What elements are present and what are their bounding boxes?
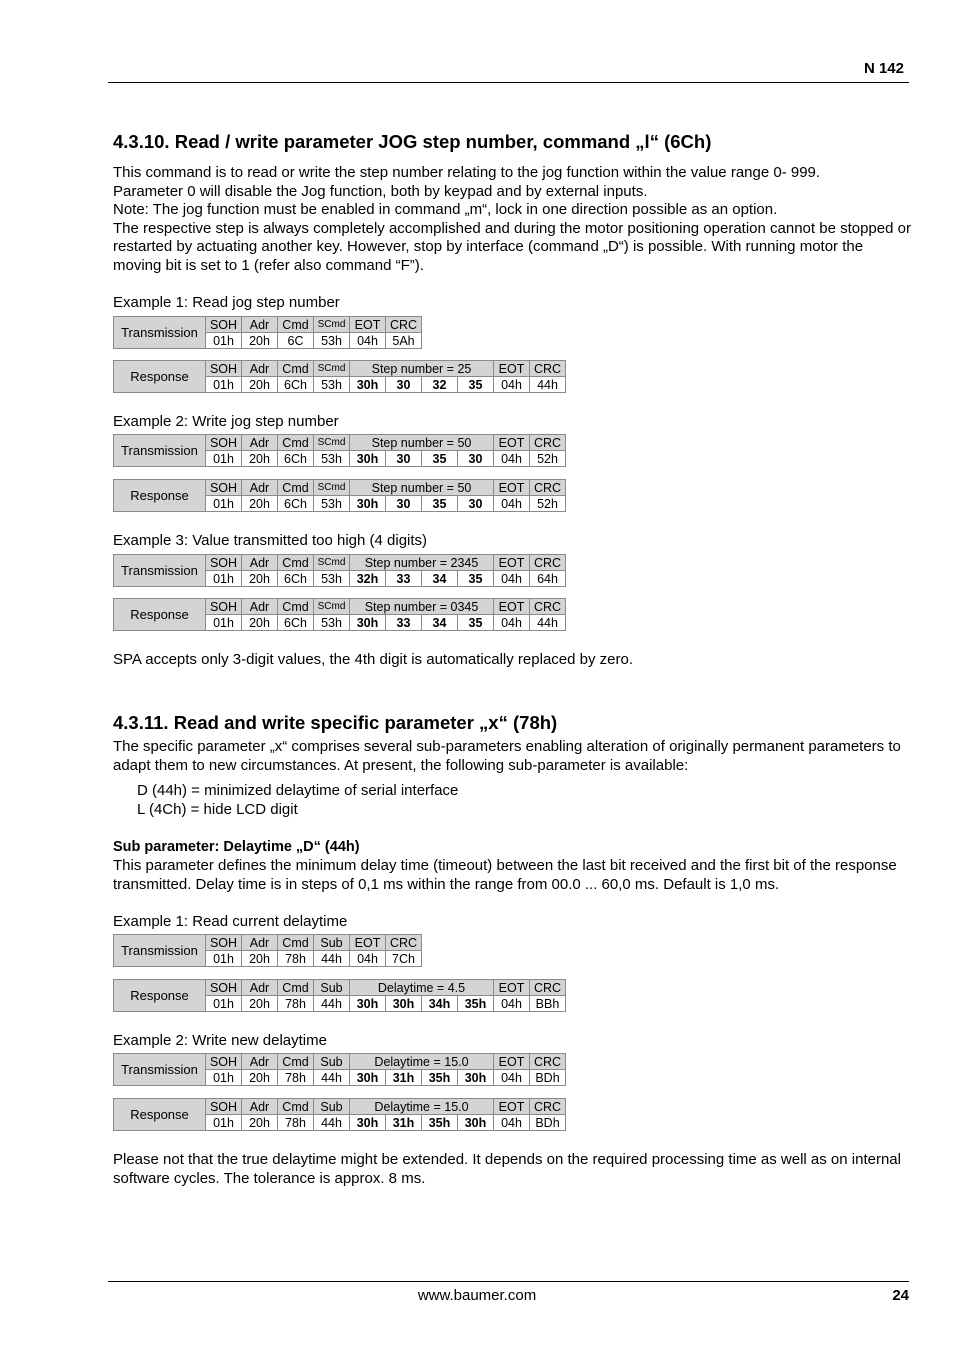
digit-cell: 35 <box>458 377 494 393</box>
value-cell: 20h <box>242 333 278 349</box>
digit-cell: 35h <box>422 1070 458 1086</box>
digit-cell: 30h <box>386 996 422 1012</box>
header-cell: CRC <box>386 317 422 333</box>
digit-cell: 30h <box>458 1115 494 1131</box>
paragraph: The respective step is always completely accomplished and during the motor positioning operation cannot be stopped or restarted by actuating another key. However, stop by interface (command „D“) is possible. With running motor the moving bit is set to 1 (refer also command “F”). <box>113 219 911 274</box>
footer-rule <box>108 1281 909 1282</box>
value-cell: 44h <box>314 951 350 967</box>
header-cell: Cmd <box>278 361 314 377</box>
response-frame <box>113 479 566 512</box>
header-cell: SCmd <box>314 480 350 496</box>
header-cell: Adr <box>242 1054 278 1070</box>
value-cell: 20h <box>242 496 278 512</box>
value-cell: 5Ah <box>386 333 422 349</box>
digit-cell: 30h <box>458 1070 494 1086</box>
header-cell: SCmd <box>314 555 350 571</box>
digit-cell: 32 <box>422 377 458 393</box>
value-cell: 01h <box>206 1115 242 1131</box>
transmission-frame <box>113 434 566 467</box>
header-cell: Adr <box>242 1099 278 1115</box>
value-cell: 53h <box>314 333 350 349</box>
digit-cell: 30 <box>458 496 494 512</box>
paragraph: Note: The jog function must be enabled in command „m“, lock in one direction possible as an option. <box>113 201 778 218</box>
value-cell: 78h <box>278 996 314 1012</box>
transmission-frame <box>113 554 566 587</box>
header-cell: CRC <box>530 480 566 496</box>
header-cell: EOT <box>494 599 530 615</box>
section-title-4-3-11: 4.3.11. Read and write specific parameter „x“ (78h) <box>113 712 558 733</box>
header-cell: CRC <box>530 1099 566 1115</box>
response-frame <box>113 979 566 1012</box>
digit-cell: 35 <box>458 615 494 631</box>
header-cell: Cmd <box>278 435 314 451</box>
transmission-frame <box>113 934 422 967</box>
value-cell: BBh <box>530 996 566 1012</box>
value-cell: 53h <box>314 451 350 467</box>
value-cell: 6Ch <box>278 377 314 393</box>
header-cell: Cmd <box>278 555 314 571</box>
header-cell: CRC <box>530 555 566 571</box>
header-cell: SOH <box>206 435 242 451</box>
header-cell: Sub <box>314 935 350 951</box>
transmission-frame <box>113 316 422 349</box>
paragraph: This command is to read or write the step number relating to the jog function within the value range 0- 999. <box>113 164 821 181</box>
value-caption: Delaytime = 4.5 <box>350 980 494 996</box>
digit-cell: 30 <box>386 496 422 512</box>
value-cell: 01h <box>206 996 242 1012</box>
row-label: Transmission <box>114 935 206 967</box>
value-cell: 04h <box>494 496 530 512</box>
header-cell: SCmd <box>314 435 350 451</box>
header-cell: Adr <box>242 935 278 951</box>
value-cell: 20h <box>242 571 278 587</box>
header-cell: CRC <box>530 1054 566 1070</box>
header-cell: SOH <box>206 980 242 996</box>
header-cell: SCmd <box>314 317 350 333</box>
value-cell: 20h <box>242 1070 278 1086</box>
value-cell: 44h <box>314 1115 350 1131</box>
header-cell: Sub <box>314 1099 350 1115</box>
value-cell: 20h <box>242 377 278 393</box>
transmission-frame <box>113 1053 566 1086</box>
value-cell: 04h <box>350 951 386 967</box>
value-cell: 04h <box>494 571 530 587</box>
value-cell: 04h <box>494 451 530 467</box>
header-cell: Adr <box>242 317 278 333</box>
digit-cell: 30h <box>350 1070 386 1086</box>
value-caption: Step number = 2345 <box>350 555 494 571</box>
header-cell: CRC <box>530 980 566 996</box>
digit-cell: 31h <box>386 1115 422 1131</box>
header-rule <box>108 82 909 83</box>
digit-cell: 35 <box>422 496 458 512</box>
digit-cell: 34 <box>422 571 458 587</box>
header-cell: Adr <box>242 555 278 571</box>
value-cell: 01h <box>206 1070 242 1086</box>
header-cell: SOH <box>206 555 242 571</box>
value-cell: 20h <box>242 615 278 631</box>
digit-cell: 30h <box>350 451 386 467</box>
value-caption: Step number = 50 <box>350 435 494 451</box>
header-cell: Sub <box>314 1054 350 1070</box>
value-caption: Delaytime = 15.0 <box>350 1099 494 1115</box>
value-cell: 78h <box>278 1070 314 1086</box>
digit-cell: 35 <box>458 571 494 587</box>
digit-cell: 30h <box>350 496 386 512</box>
header-cell: EOT <box>350 935 386 951</box>
value-cell: 04h <box>494 615 530 631</box>
value-cell: 01h <box>206 377 242 393</box>
header-cell: Adr <box>242 361 278 377</box>
paragraph: Parameter 0 will disable the Jog function, both by keypad and by external inputs. <box>113 182 648 200</box>
digit-cell: 30h <box>350 1115 386 1131</box>
value-cell: 53h <box>314 496 350 512</box>
value-caption: Step number = 0345 <box>350 599 494 615</box>
header-cell: SOH <box>206 1054 242 1070</box>
row-label: Transmission <box>114 435 206 467</box>
value-cell: 20h <box>242 951 278 967</box>
digit-cell: 33 <box>386 615 422 631</box>
value-caption: Step number = 25 <box>350 361 494 377</box>
value-cell: 53h <box>314 377 350 393</box>
value-cell: BDh <box>530 1070 566 1086</box>
header-cell: Cmd <box>278 599 314 615</box>
row-label: Transmission <box>114 1054 206 1086</box>
header-cell: EOT <box>494 980 530 996</box>
value-cell: 6Ch <box>278 571 314 587</box>
digit-cell: 30 <box>386 451 422 467</box>
row-label: Response <box>114 361 206 393</box>
example-caption: Example 2: Write new delaytime <box>113 1032 327 1049</box>
header-cell: Adr <box>242 980 278 996</box>
value-cell: 52h <box>530 496 566 512</box>
value-cell: BDh <box>530 1115 566 1131</box>
digit-cell: 30h <box>350 615 386 631</box>
value-cell: 64h <box>530 571 566 587</box>
value-caption: Step number = 50 <box>350 480 494 496</box>
value-cell: 01h <box>206 451 242 467</box>
document-code: N 142 <box>863 60 904 77</box>
header-cell: Adr <box>242 435 278 451</box>
value-cell: 78h <box>278 1115 314 1131</box>
value-cell: 53h <box>314 571 350 587</box>
header-cell: SCmd <box>314 361 350 377</box>
row-label: Response <box>114 980 206 1012</box>
subparameter-text: This parameter defines the minimum delay time (timeout) between the last bit received and the first bit of the response transmitted. Delay time is in steps of 0,1 ms within the range from 00.0 ... 60,0 ms. Default is 1,0 ms. <box>113 857 897 893</box>
header-cell: SCmd <box>314 599 350 615</box>
value-cell: 04h <box>494 996 530 1012</box>
header-cell: CRC <box>530 361 566 377</box>
header-cell: Cmd <box>278 1054 314 1070</box>
response-frame <box>113 1098 566 1131</box>
header-cell: Cmd <box>278 317 314 333</box>
value-cell: 53h <box>314 615 350 631</box>
value-cell: 78h <box>278 951 314 967</box>
header-cell: SOH <box>206 361 242 377</box>
subheading: Sub parameter: Delaytime „D“ (44h) <box>113 839 360 855</box>
digit-cell: 32h <box>350 571 386 587</box>
row-label: Transmission <box>114 317 206 349</box>
value-cell: 44h <box>530 377 566 393</box>
header-cell: Cmd <box>278 1099 314 1115</box>
response-frame <box>113 598 566 631</box>
value-cell: 01h <box>206 333 242 349</box>
response-frame <box>113 360 566 393</box>
header-cell: Cmd <box>278 480 314 496</box>
header-cell: SOH <box>206 480 242 496</box>
example-caption: Example 1: Read current delaytime <box>113 913 348 930</box>
header-cell: Adr <box>242 599 278 615</box>
value-cell: 44h <box>530 615 566 631</box>
value-cell: 7Ch <box>386 951 422 967</box>
digit-cell: 35 <box>422 451 458 467</box>
digit-cell: 30h <box>350 377 386 393</box>
digit-cell: 35h <box>422 1115 458 1131</box>
row-label: Response <box>114 480 206 512</box>
header-cell: EOT <box>494 480 530 496</box>
digit-cell: 30 <box>386 377 422 393</box>
value-cell: 04h <box>350 333 386 349</box>
value-cell: 01h <box>206 951 242 967</box>
header-cell: EOT <box>494 435 530 451</box>
header-cell: Cmd <box>278 935 314 951</box>
example-caption: Example 3: Value transmitted too high (4 digits) <box>113 532 428 549</box>
digit-cell: 30h <box>350 996 386 1012</box>
section-4-3-11-intro: The specific parameter „x“ comprises several sub-parameters enabling alteration of originally permanent parameters to adapt them to new circumstances. At present, the following sub-parameter is available: <box>113 738 901 774</box>
example-caption: Example 1: Read jog step number <box>113 294 340 311</box>
value-cell: 04h <box>494 1115 530 1131</box>
example-caption: Example 2: Write jog step number <box>113 413 339 430</box>
header-cell: CRC <box>530 599 566 615</box>
header-cell: SOH <box>206 599 242 615</box>
header-cell: EOT <box>494 555 530 571</box>
list-item: L (4Ch) = hide LCD digit <box>137 801 298 818</box>
value-cell: 04h <box>494 1070 530 1086</box>
value-cell: 20h <box>242 1115 278 1131</box>
value-cell: 20h <box>242 451 278 467</box>
closing-text: Please not that the true delaytime might be extended. It depends on the required processing time as well as on internal software cycles. The tolerance is approx. 8 ms. <box>113 1151 901 1187</box>
value-cell: 6C <box>278 333 314 349</box>
value-cell: 6Ch <box>278 496 314 512</box>
digit-cell: 34h <box>422 996 458 1012</box>
digit-cell: 34 <box>422 615 458 631</box>
section-title-4-3-10: 4.3.10. Read / write parameter JOG step number, command „l“ (6Ch) <box>113 131 712 152</box>
header-cell: EOT <box>494 361 530 377</box>
row-label: Response <box>114 1099 206 1131</box>
header-cell: Adr <box>242 480 278 496</box>
header-cell: CRC <box>530 435 566 451</box>
row-label: Transmission <box>114 555 206 587</box>
page-number: 24 <box>892 1287 909 1304</box>
value-cell: 20h <box>242 996 278 1012</box>
value-cell: 04h <box>494 377 530 393</box>
header-cell: EOT <box>494 1054 530 1070</box>
section-4-3-10-text <box>113 164 913 275</box>
digit-cell: 30 <box>458 451 494 467</box>
header-cell: EOT <box>494 1099 530 1115</box>
header-cell: SOH <box>206 1099 242 1115</box>
value-cell: 01h <box>206 615 242 631</box>
header-cell: CRC <box>386 935 422 951</box>
row-label: Response <box>114 599 206 631</box>
note-text: SPA accepts only 3-digit values, the 4th digit is automatically replaced by zero. <box>113 651 633 668</box>
header-cell: SOH <box>206 317 242 333</box>
digit-cell: 35h <box>458 996 494 1012</box>
value-cell: 6Ch <box>278 451 314 467</box>
header-cell: EOT <box>350 317 386 333</box>
digit-cell: 33 <box>386 571 422 587</box>
digit-cell: 31h <box>386 1070 422 1086</box>
value-caption: Delaytime = 15.0 <box>350 1054 494 1070</box>
value-cell: 52h <box>530 451 566 467</box>
value-cell: 01h <box>206 571 242 587</box>
header-cell: Sub <box>314 980 350 996</box>
header-cell: SOH <box>206 935 242 951</box>
header-cell: Cmd <box>278 980 314 996</box>
value-cell: 44h <box>314 1070 350 1086</box>
footer-url: www.baumer.com <box>417 1287 537 1304</box>
value-cell: 6Ch <box>278 615 314 631</box>
value-cell: 01h <box>206 496 242 512</box>
value-cell: 44h <box>314 996 350 1012</box>
list-item: D (44h) = minimized delaytime of serial interface <box>137 782 459 799</box>
